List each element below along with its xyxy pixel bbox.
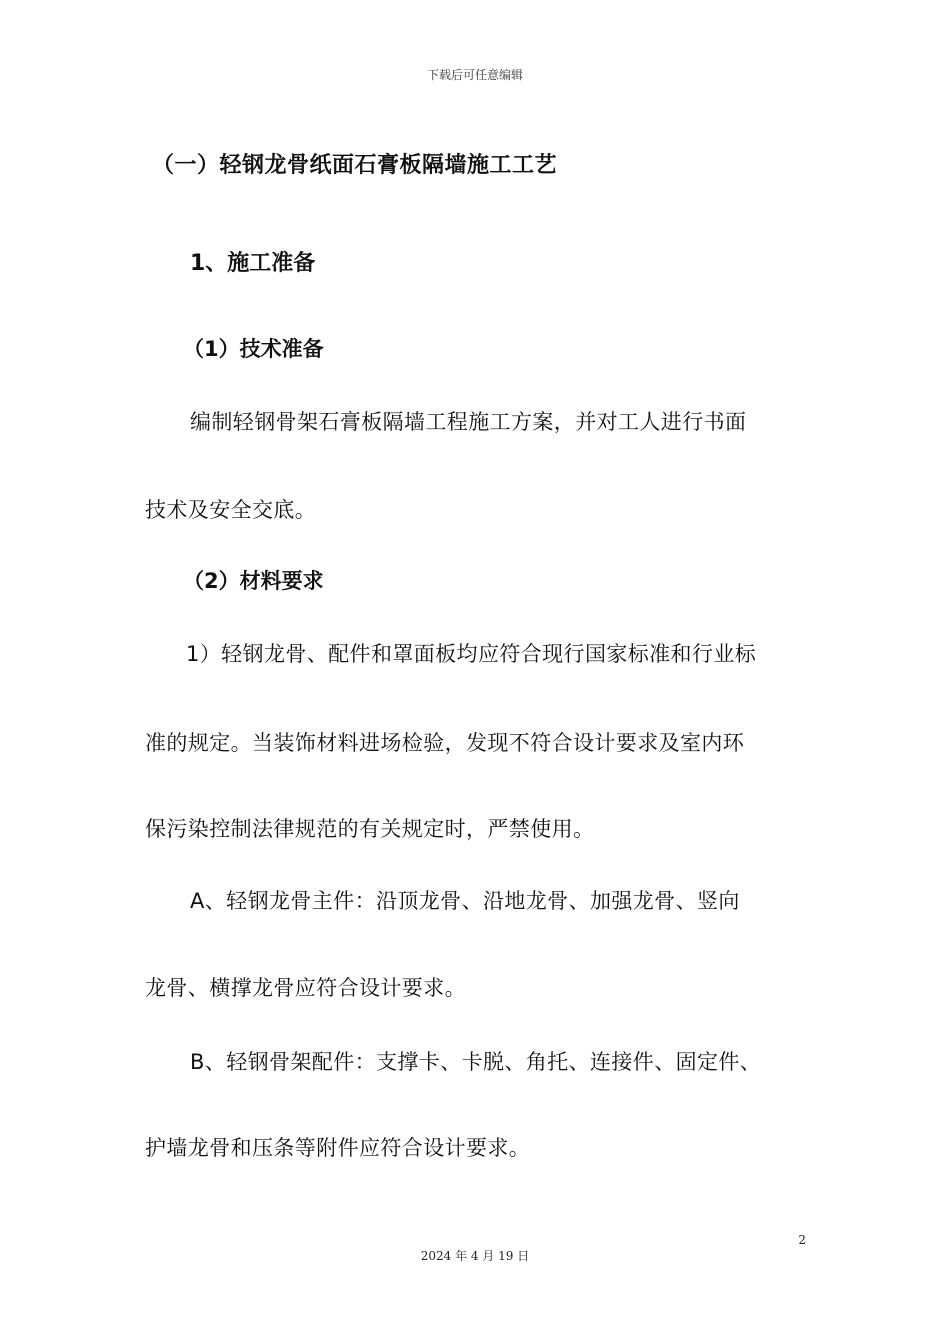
paragraph-line: 龙骨、横撑龙骨应符合设计要求。 <box>145 976 466 1000</box>
subsection-heading-materials: （2）材料要求 <box>183 569 324 593</box>
page-header: 下载后可任意编辑 <box>426 68 523 82</box>
paragraph-line: 1）轻钢龙骨、配件和罩面板均应符合现行国家标准和行业标 <box>186 642 757 666</box>
paragraph-line: 编制轻钢骨架石膏板隔墙工程施工方案，并对工人进行书面 <box>190 410 747 434</box>
paragraph-line: A、轻钢龙骨主件：沿顶龙骨、沿地龙骨、加强龙骨、竖向 <box>190 889 740 913</box>
paragraph-line: B、轻钢骨架配件：支撑卡、卡脱、角托、连接件、固定件、 <box>190 1050 762 1074</box>
paragraph-line: 准的规定。当装饰材料进场检验，发现不符合设计要求及室内环 <box>145 731 745 755</box>
paragraph-line: 护墙龙骨和压条等附件应符合设计要求。 <box>145 1136 531 1160</box>
paragraph-line: 技术及安全交底。 <box>145 498 317 522</box>
subsection-heading-tech: （1）技术准备 <box>183 337 324 361</box>
document-title: （一）轻钢龙骨纸面石膏板隔墙施工工艺 <box>152 153 558 178</box>
section-heading: 1、施工准备 <box>190 251 316 276</box>
page-number: 2 <box>798 1233 806 1247</box>
footer-date: 2024 年 4 月 19 日 <box>420 1249 530 1263</box>
paragraph-line: 保污染控制法律规范的有关规定时，严禁使用。 <box>145 817 595 841</box>
